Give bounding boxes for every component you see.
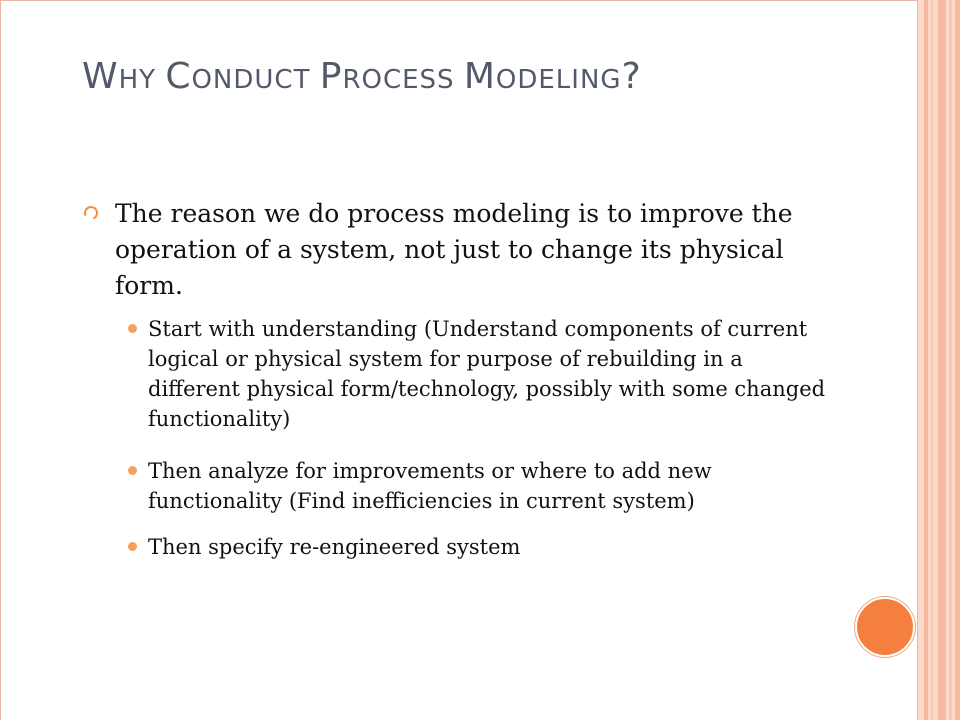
sub-bullet-text: Then specify re-engineered system <box>148 535 521 559</box>
stripe <box>931 0 933 720</box>
stripe <box>949 0 952 720</box>
main-bullet <box>115 196 835 304</box>
title-cap: P <box>319 56 343 97</box>
decorative-stripe-band <box>918 0 960 720</box>
slide-title <box>82 56 642 97</box>
title-smallcaps: ROCESS <box>342 65 464 95</box>
stripe <box>955 0 960 720</box>
frame-left-border <box>0 0 1 720</box>
sub-bullet <box>148 532 838 562</box>
title-cap: W <box>82 56 119 97</box>
bullet-dot-icon <box>128 542 137 551</box>
title-cap: C <box>165 56 192 97</box>
title-smallcaps: ODELING <box>495 65 622 95</box>
frame-top-border <box>0 0 919 1</box>
bullet-dot-icon <box>128 466 137 475</box>
orange-circle-decoration <box>855 597 915 657</box>
sub-bullet-text: Then analyze for improvements or where to add new functionality (Find inefficiencies in current system) <box>148 459 712 513</box>
stripe <box>938 0 946 720</box>
sub-bullet <box>148 314 838 434</box>
title-cap: M <box>463 56 496 97</box>
sub-bullet-text: Start with understanding (Understand components of current logical or physical system for purpose of rebuilding in a different physical form/technology, possibly with some changed functionality) <box>148 317 826 431</box>
title-cap: ? <box>621 56 642 97</box>
title-smallcaps: HY <box>118 65 166 95</box>
title-smallcaps: ONDUCT <box>191 65 320 95</box>
sub-bullet <box>148 456 838 516</box>
bullet-dot-icon <box>128 324 137 333</box>
main-bullet-text: The reason we do process modeling is to improve the operation of a system, not just to change its physical form. <box>115 199 793 300</box>
stripe <box>924 0 928 720</box>
